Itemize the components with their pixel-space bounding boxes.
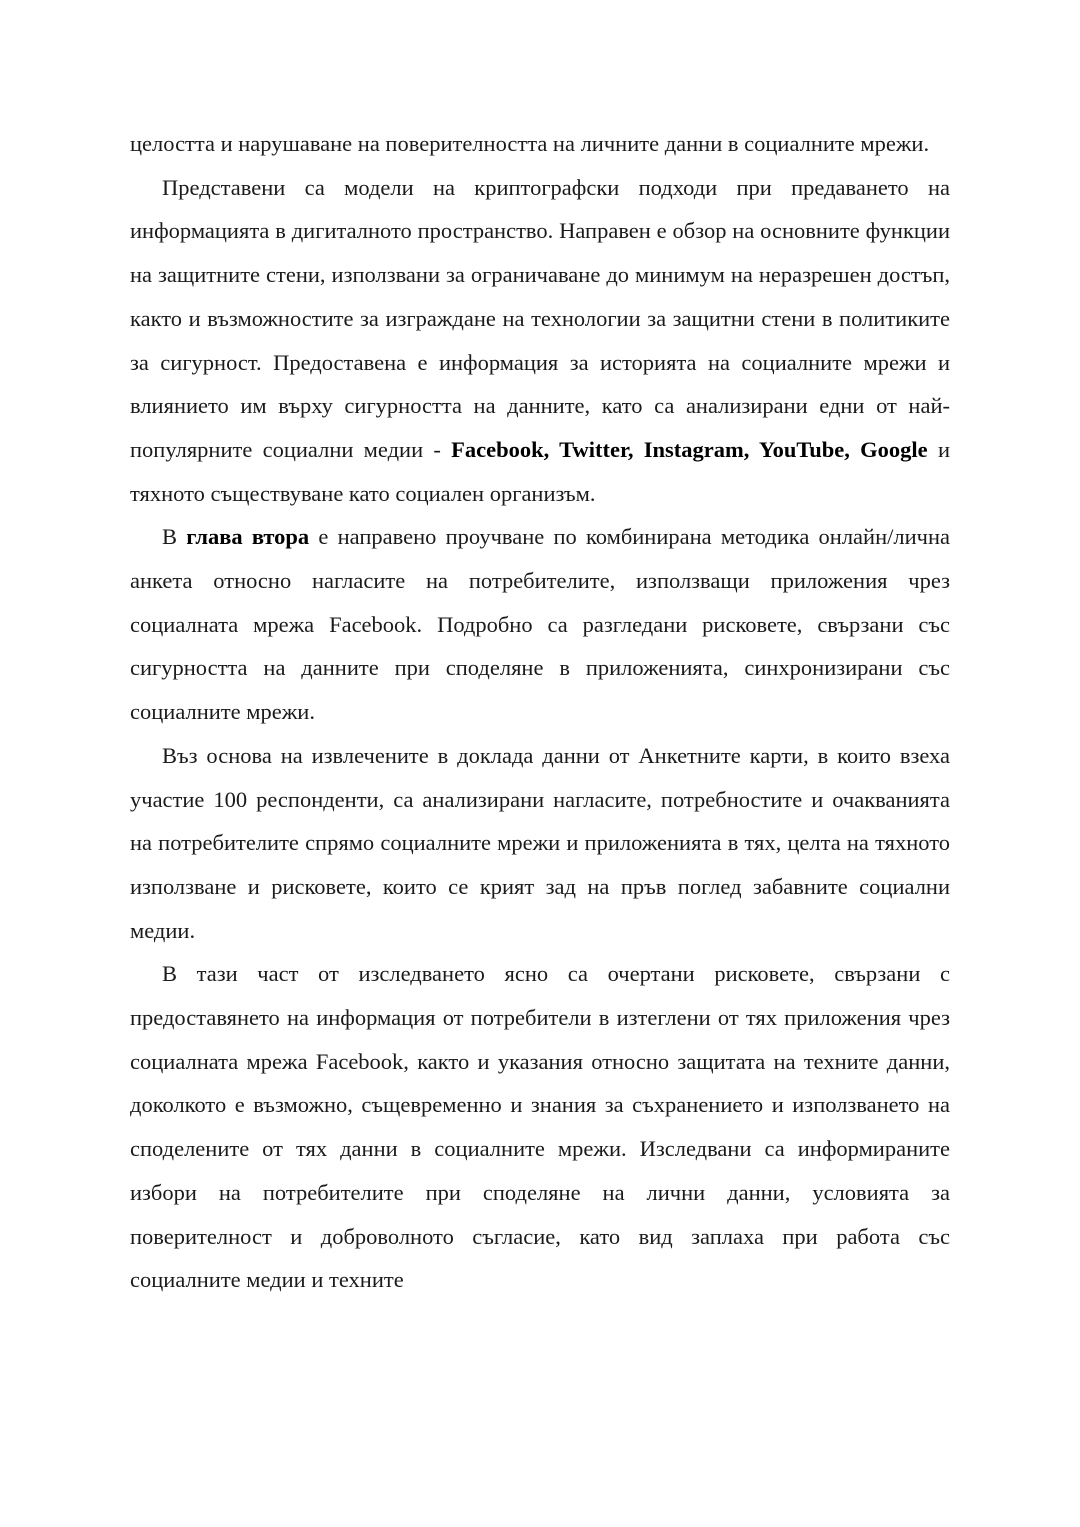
paragraph-1-text: целостта и нарушаване на поверителността на личните данни в социалните мрежи. xyxy=(130,131,930,156)
paragraph-3-text-before: В xyxy=(162,524,187,550)
paragraph-2-text-after: и тяхното съществуване като социален организъм. xyxy=(130,436,950,506)
social-media-list-bold: Facebook, Twitter, Instagram, YouTube, Google xyxy=(451,436,928,462)
paragraph-crypto-overview xyxy=(130,166,950,516)
paragraph-3-text-after: е направено проучване по комбинирана методика онлайн/лична анкета относно нагласите на потребителите, използващи приложения чрез социалната мрежа Facebook. Подробно са разгледани рисковете, свързани със сигурността на данните при споделяне в приложенията, синхронизирани със социалните мрежи. xyxy=(130,524,950,725)
paragraph-survey-analysis xyxy=(130,734,950,953)
chapter-two-bold: глава втора xyxy=(186,524,310,550)
paragraph-risks xyxy=(130,952,950,1302)
paragraph-4-text: Въз основа на извлечените в доклада данни от Анкетните карти, в които взеха участие 100 респонденти, са анализирани нагласите, потребностите и очакванията на потребителите спрямо социалните мрежи и приложенията в тях, целта на тяхното използване и рисковете, които се крият зад на пръв поглед забавните социални медии. xyxy=(130,742,950,943)
paragraph-chapter-two xyxy=(130,515,950,734)
body-text xyxy=(130,122,950,1302)
paragraph-5-text: В тази част от изследването ясно са очертани рисковете, свързани с предоставянето на информация от потребители в изтеглени от тях приложения чрез социалната мрежа Facebook, както и указания относно защитата на техните данни, доколкото е възможно, същевременно и знания за съхранението и използването на споделените от тях данни в социалните мрежи. Изследвани са информираните избори на потребителите при споделяне на лични данни, условията за поверителност и доброволното съгласие, като вид заплаха при работа със социалните медии и техните xyxy=(130,961,950,1293)
paragraph-2-text-before: Представени са модели на криптографски подходи при предаването на информацията в дигиталното пространство. Направен е обзор на основните функции на защитните стени, използвани за ограничаване до минимум на неразрешен достъп, както и възможностите за изграждане на технологии за защитни стени в политиките за сигурност. Предоставена е информация за историята на социалните мрежи и влиянието им върху сигурността на данните, като са анализирани едни от най-популярните социални медии - xyxy=(130,174,950,462)
paragraph-continuation xyxy=(130,122,950,166)
